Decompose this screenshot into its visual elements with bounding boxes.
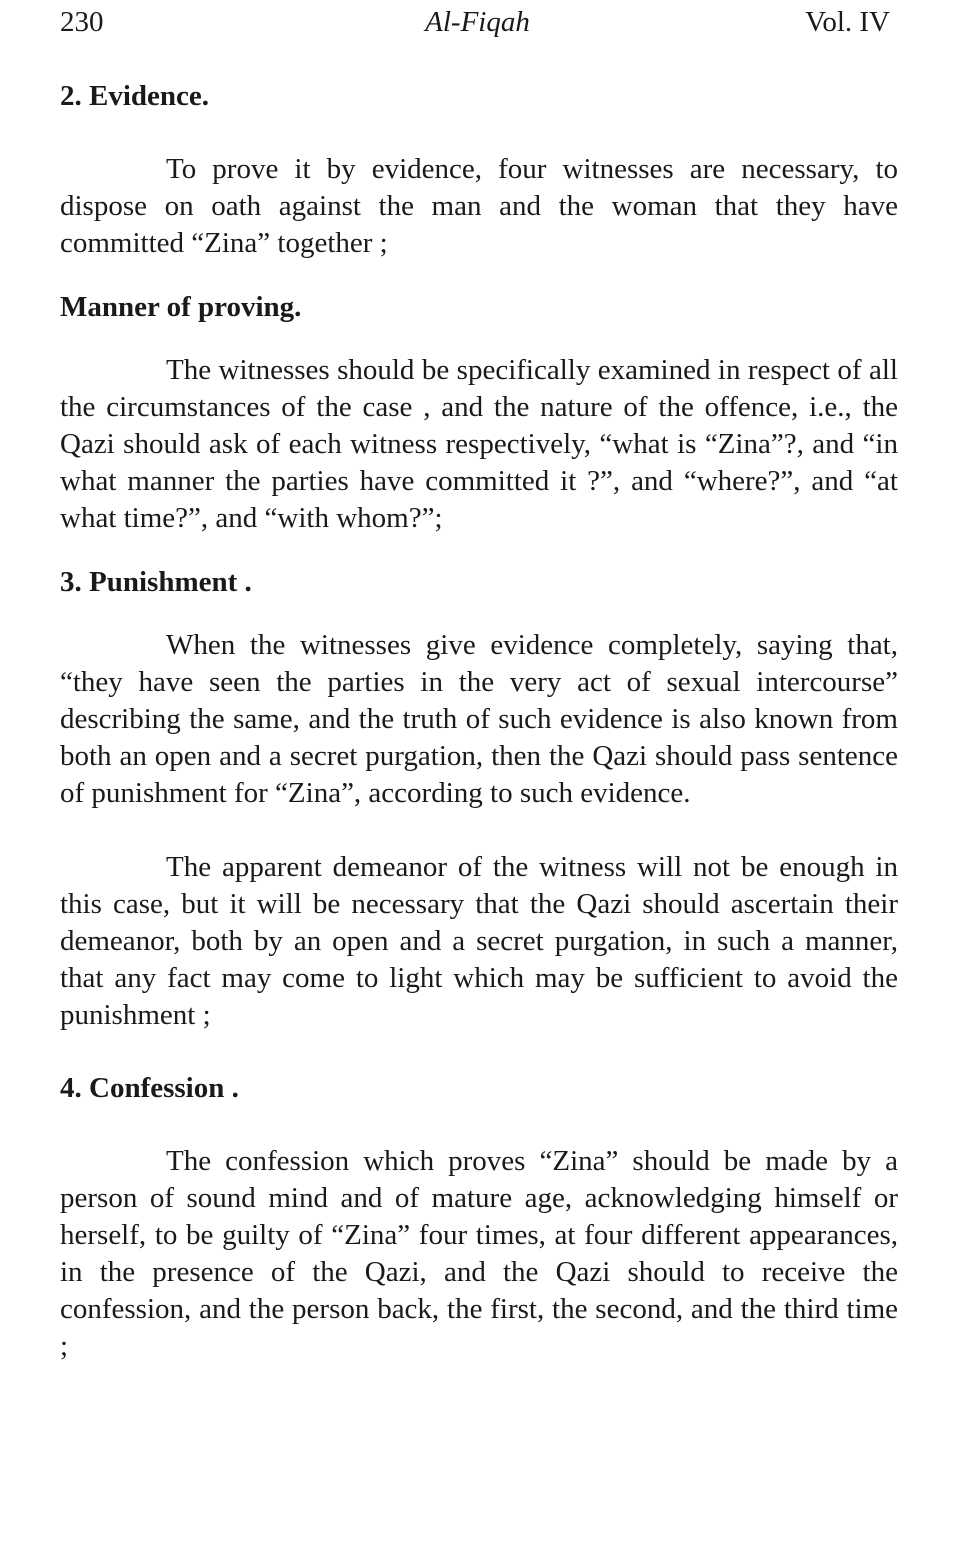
page-number: 230 [60, 6, 104, 38]
page-header [60, 2, 900, 42]
section-heading-manner: Manner of proving. [60, 291, 302, 323]
volume-label: Vol. IV [805, 6, 890, 38]
paragraph-punishment-1: When the witnesses give evidence completely, saying that, “they have seen the parties in the very act of sexual intercourse” describing the same, and the truth of such evidence is also known from both an open and a secret purgation, then the Qazi should pass sentence of punishment for “Zina”, according to such evidence. [60, 629, 898, 809]
section-heading-evidence: 2. Evidence. [60, 80, 210, 112]
paragraph-manner: The witnesses should be specifically examined in respect of all the circumstances of the case , and the nature of the offence, i.e., the Qazi should ask of each witness respectively, “what is “Zina”?, and “in what manner the parties have committed it ?”, and “where?”, and “at what time?”, and “with whom?”; [60, 354, 898, 534]
section-heading-confession: 4. Confession . [60, 1072, 239, 1104]
section-heading-punishment: 3. Punishment . [60, 566, 252, 598]
paragraph-confession: The confession which proves “Zina” should be made by a person of sound mind and of mature age, acknowledging himself or herself, to be guilty of “Zina” four times, at four different appearances, in the presence of the Qazi, and the Qazi should to receive the confession, and the person back, the first, the second, and the third time ; [60, 1145, 898, 1362]
book-title: Al-Fiqah [425, 6, 530, 38]
paragraph-punishment-2: The apparent demeanor of the witness will not be enough in this case, but it will be necessary that the Qazi should ascertain their demeanor, both by an open and a secret purgation, in such a manner, that any fact may come to light which may be sufficient to avoid the punishment ; [60, 851, 898, 1031]
page-content [60, 78, 898, 1365]
paragraph-evidence: To prove it by evidence, four witnesses are necessary, to dispose on oath against the man and the woman that they have committed “Zina” together ; [60, 153, 898, 259]
